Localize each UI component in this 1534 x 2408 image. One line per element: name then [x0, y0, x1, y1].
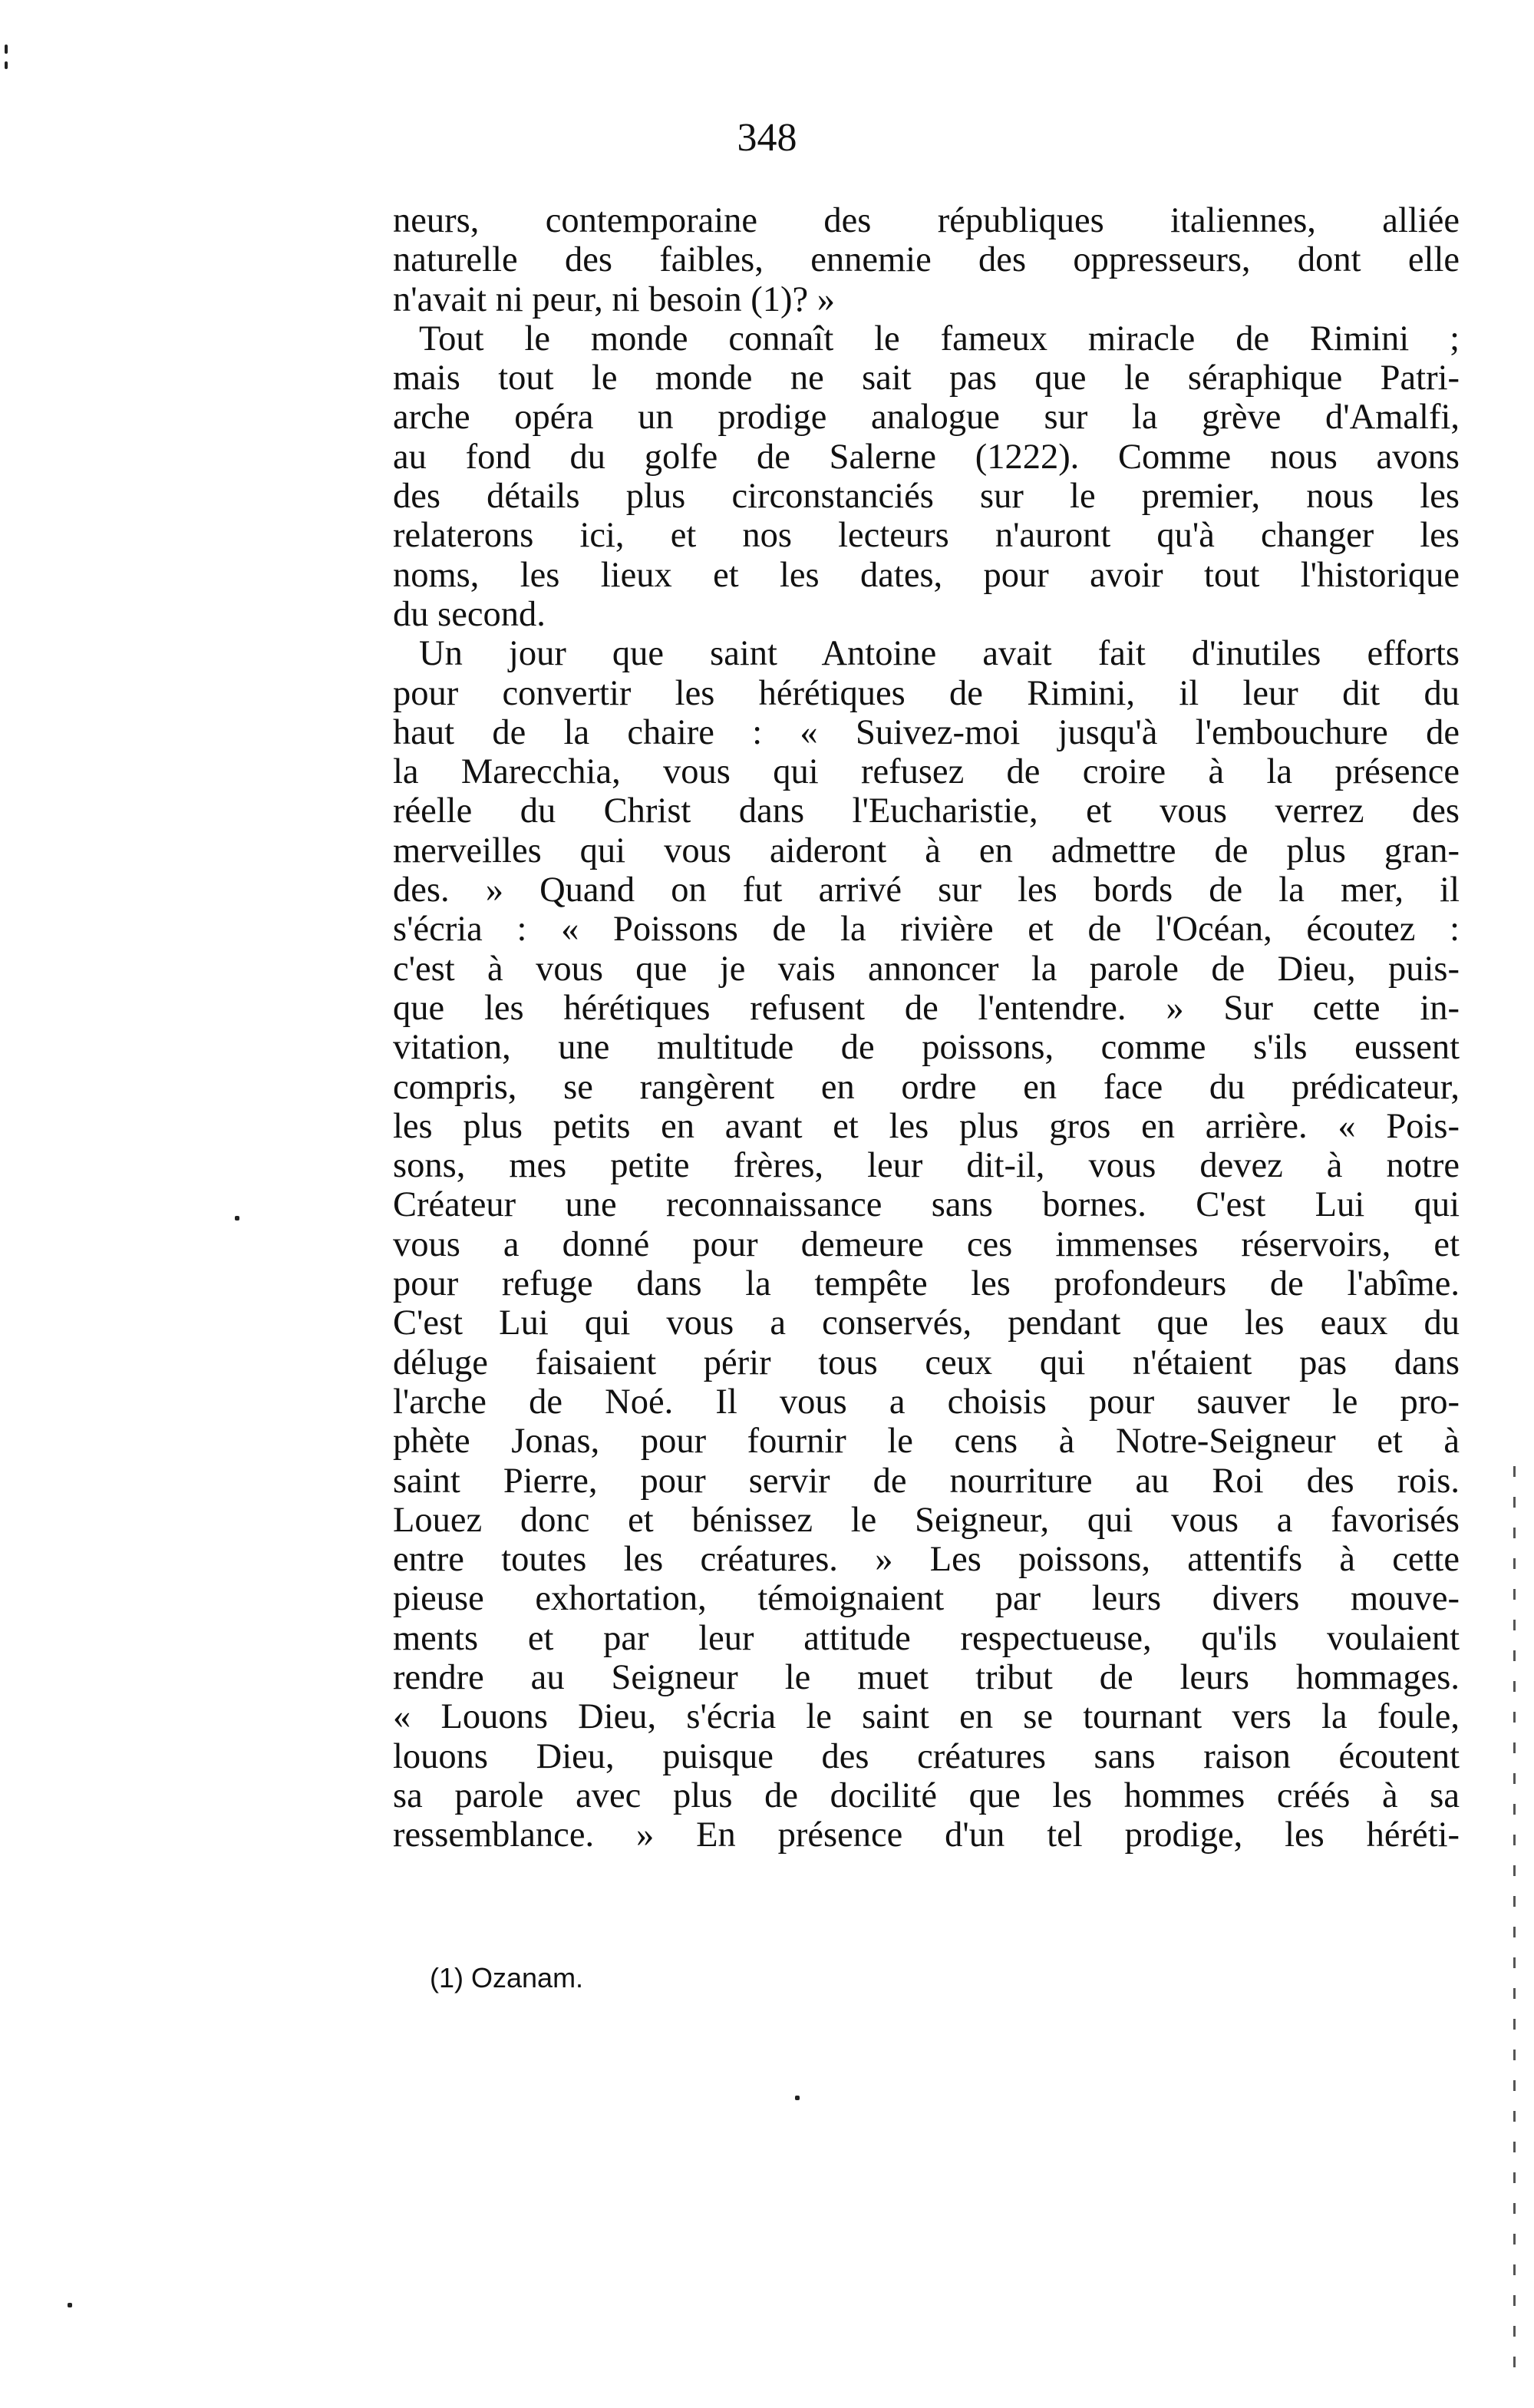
- text-line: compris, se rangèrent en ordre en face du prédicateur,: [393, 1067, 1460, 1107]
- text-line: l'arche de Noé. Il vous a choisis pour sauver le pro-: [393, 1382, 1460, 1422]
- page-number: 348: [737, 116, 797, 160]
- text-line: rendre au Seigneur le muet tribut de leurs hommages.: [393, 1657, 1460, 1697]
- scan-edge-mark: [5, 45, 8, 54]
- text-line: c'est à vous que je vais annoncer la parole de Dieu, puis-: [393, 949, 1460, 989]
- text-line: louons Dieu, puisque des créatures sans raison écoutent: [393, 1736, 1460, 1776]
- text-line: pour convertir les hérétiques de Rimini, il leur dit du: [393, 673, 1460, 713]
- text-line: relaterons ici, et nos lecteurs n'auront qu'à changer les: [393, 516, 1460, 556]
- text-line: des. » Quand on fut arrivé sur les bords de la mer, il: [393, 870, 1460, 910]
- text-line: des détails plus circonstanciés sur le premier, nous les: [393, 477, 1460, 517]
- scan-edge-mark: [5, 61, 8, 69]
- scan-speck: [235, 1216, 239, 1221]
- text-line: n'avait ni peur, ni besoin (1)? »: [393, 279, 835, 319]
- text-line: neurs, contemporaine des républiques italiennes, alliée: [393, 201, 1460, 240]
- text-line: que les hérétiques refusent de l'entendre. » Sur cette in-: [393, 988, 1460, 1028]
- scan-edge-line: [1513, 1466, 1516, 2372]
- text-line: Créateur une reconnaissance sans bornes. C'est Lui qui: [393, 1185, 1460, 1225]
- text-line: C'est Lui qui vous a conservés, pendant que les eaux du: [393, 1303, 1460, 1343]
- footnote: (1) Ozanam.: [430, 1962, 584, 1993]
- text-line: ressemblance. » En présence d'un tel prodige, les héréti-: [393, 1815, 1460, 1855]
- text-line: entre toutes les créatures. » Les poissons, attentifs à cette: [393, 1540, 1460, 1580]
- text-line: les plus petits en avant et les plus gros en arrière. « Pois-: [393, 1106, 1460, 1146]
- text-line: du second.: [393, 594, 546, 634]
- text-line: sa parole avec plus de docilité que les hommes créés à sa: [393, 1775, 1460, 1815]
- text-line: réelle du Christ dans l'Eucharistie, et vous verrez des: [393, 791, 1460, 831]
- text-line: naturelle des faibles, ennemie des oppresseurs, dont elle: [393, 240, 1460, 280]
- text-line: saint Pierre, pour servir de nourriture au Roi des rois.: [393, 1461, 1460, 1501]
- text-line: ments et par leur attitude respectueuse, qu'ils voulaient: [393, 1618, 1460, 1658]
- body-text: [393, 201, 1460, 1855]
- text-line: au fond du golfe de Salerne (1222). Comme nous avons: [393, 437, 1460, 477]
- text-line: « Louons Dieu, s'écria le saint en se tournant vers la foule,: [393, 1697, 1460, 1737]
- text-line: vitation, une multitude de poissons, comme s'ils eussent: [393, 1028, 1460, 1068]
- text-line: sons, mes petite frères, leur dit-il, vous devez à notre: [393, 1146, 1460, 1186]
- text-line: pieuse exhortation, témoignaient par leurs divers mouve-: [393, 1579, 1460, 1619]
- text-line: s'écria : « Poissons de la rivière et de l'Océan, écoutez :: [393, 910, 1460, 950]
- text-line: pour refuge dans la tempête les profondeurs de l'abîme.: [393, 1264, 1460, 1304]
- scan-speck: [68, 2303, 72, 2307]
- text-line: haut de la chaire : « Suivez-moi jusqu'à l'embouchure de: [393, 712, 1460, 752]
- text-line: la Marecchia, vous qui refusez de croire à la présence: [393, 752, 1460, 792]
- text-line: Louez donc et bénissez le Seigneur, qui vous a favorisés: [393, 1500, 1460, 1540]
- text-line: déluge faisaient périr tous ceux qui n'étaient pas dans: [393, 1343, 1460, 1382]
- text-line: mais tout le monde ne sait pas que le séraphique Patri-: [393, 358, 1460, 398]
- scan-speck: [795, 2096, 800, 2100]
- text-line: Tout le monde connaît le fameux miracle de Rimini ;: [419, 319, 1460, 358]
- text-line: vous a donné pour demeure ces immenses réservoirs, et: [393, 1224, 1460, 1264]
- text-line: merveilles qui vous aideront à en admettre de plus gran-: [393, 831, 1460, 870]
- text-line: phète Jonas, pour fournir le cens à Notre-Seigneur et à: [393, 1422, 1460, 1462]
- text-line: Un jour que saint Antoine avait fait d'inutiles efforts: [419, 634, 1460, 674]
- text-line: noms, les lieux et les dates, pour avoir tout l'historique: [393, 555, 1460, 595]
- text-line: arche opéra un prodige analogue sur la grève d'Amalfi,: [393, 398, 1460, 438]
